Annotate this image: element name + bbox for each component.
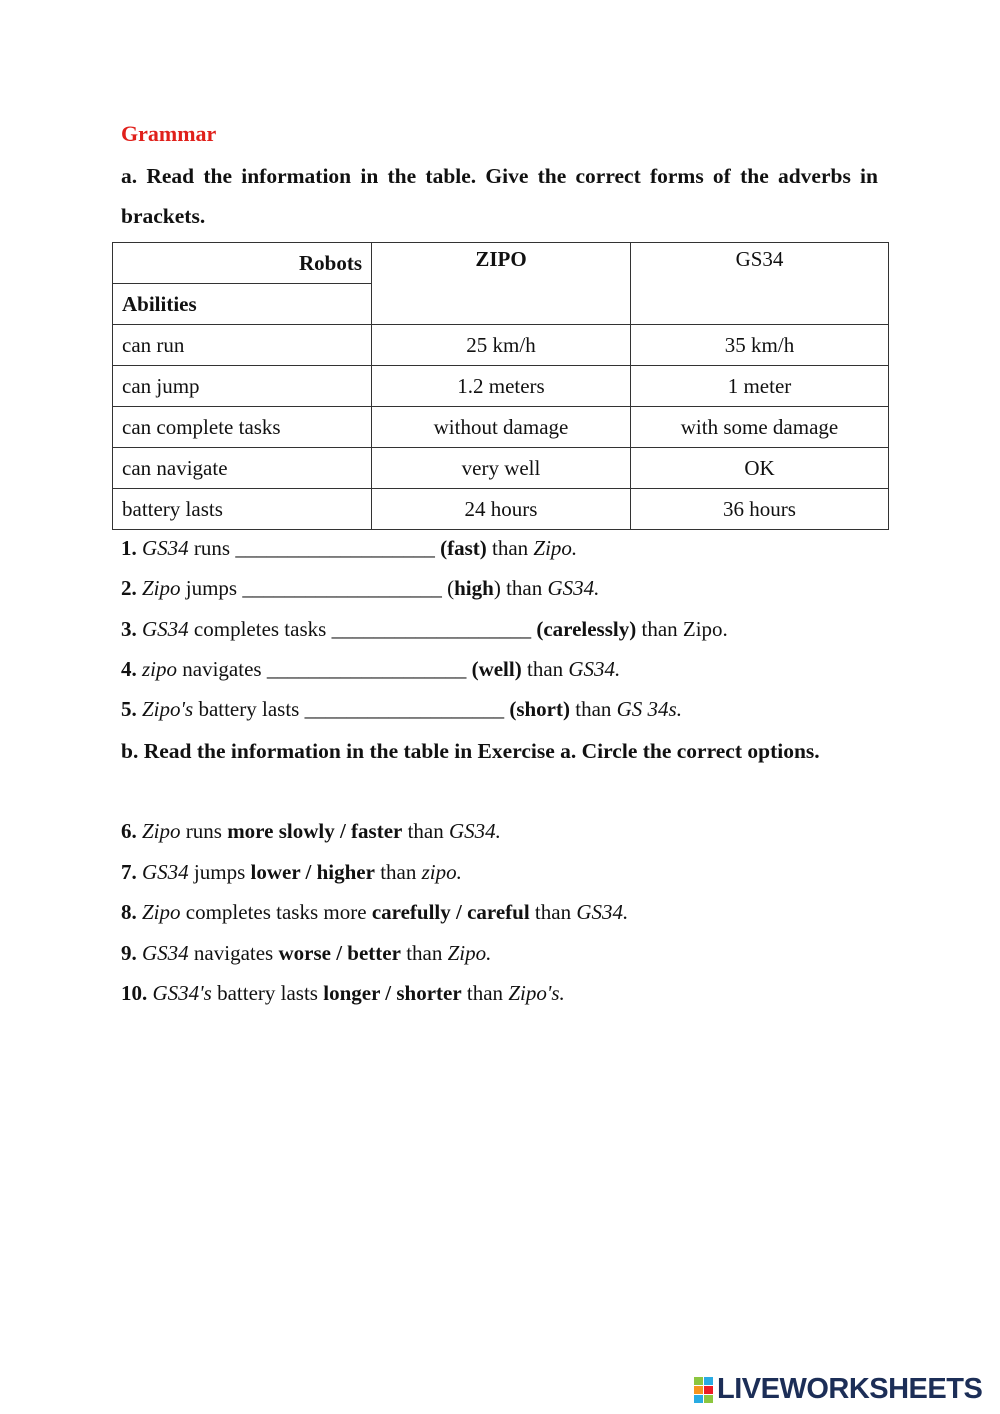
question-subject: Zipo's: [142, 697, 194, 721]
question-object: GS34.: [576, 900, 629, 924]
ability-cell: battery lasts: [113, 489, 372, 530]
question-number: 1.: [121, 536, 137, 560]
liveworksheets-logo-text: LIVEWORKSHEETS: [717, 1372, 983, 1405]
liveworksheets-logo-icon: [694, 1376, 714, 1402]
question-subject: Zipo: [142, 819, 181, 843]
zipo-cell: 1.2 meters: [372, 366, 631, 407]
question-number: 10.: [121, 981, 148, 1005]
gs34-cell: 35 km/h: [631, 325, 889, 366]
question-object: GS34.: [547, 576, 600, 600]
zipo-cell: 25 km/h: [372, 325, 631, 366]
question-than: than: [500, 576, 548, 600]
question-subject: zipo: [142, 657, 178, 681]
table-row: [113, 489, 889, 530]
question-hint: (short): [509, 697, 570, 721]
question-number: 6.: [121, 819, 137, 843]
zipo-cell: without damage: [372, 407, 631, 448]
question-10: [121, 973, 565, 1013]
gs34-cell: 36 hours: [631, 489, 889, 530]
question-than: than: [374, 860, 422, 884]
hint-close: ): [493, 576, 501, 600]
question-hint: carelessly: [543, 617, 630, 641]
question-verb: battery lasts: [193, 697, 305, 721]
question-tail: than Zipo.: [636, 617, 728, 641]
question-object: zipo.: [421, 860, 462, 884]
question-object: Zipo.: [447, 941, 492, 965]
question-verb: navigates: [188, 941, 279, 965]
hint-open: (: [536, 617, 544, 641]
answer-options[interactable]: worse / better: [278, 941, 401, 965]
gs34-cell: with some damage: [631, 407, 889, 448]
header-abilities: Abilities: [113, 284, 372, 325]
question-subject: GS34: [142, 617, 189, 641]
question-8: [121, 892, 628, 932]
question-verb: jumps: [188, 860, 251, 884]
table-header-row: [113, 243, 889, 284]
header-gs34: GS34: [631, 243, 889, 325]
answer-blank[interactable]: ___________________: [235, 536, 435, 560]
question-number: 2.: [121, 576, 137, 600]
zipo-cell: 24 hours: [372, 489, 631, 530]
header-robots: Robots: [113, 243, 372, 284]
question-number: 8.: [121, 900, 137, 924]
question-subject: GS34: [142, 941, 189, 965]
robot-abilities-table: [112, 242, 889, 530]
ability-cell: can jump: [113, 366, 372, 407]
answer-blank[interactable]: ___________________: [266, 657, 467, 681]
table-row: [113, 325, 889, 366]
question-number: 3.: [121, 617, 137, 641]
question-than: than: [402, 819, 449, 843]
question-than: than: [400, 941, 448, 965]
liveworksheets-logo: [694, 1372, 982, 1406]
question-number: 5.: [121, 697, 137, 721]
ability-cell: can complete tasks: [113, 407, 372, 448]
question-than: than: [569, 697, 617, 721]
question-subject: GS34: [142, 860, 189, 884]
hint-open: (: [447, 576, 455, 600]
instruction-b: b. Read the information in the table in Exercise a. Circle the correct options.: [121, 739, 820, 763]
question-1: [121, 528, 577, 568]
table-row: [113, 366, 889, 407]
header-zipo: ZIPO: [372, 243, 631, 325]
question-2: [121, 568, 599, 608]
question-object: GS34.: [449, 819, 501, 843]
gs34-cell: OK: [631, 448, 889, 489]
question-than: than: [529, 900, 577, 924]
question-than: than: [521, 657, 569, 681]
question-object: Zipo's.: [508, 981, 565, 1005]
zipo-cell: very well: [372, 448, 631, 489]
gs34-cell: 1 meter: [631, 366, 889, 407]
table-row: [113, 448, 889, 489]
answer-options[interactable]: lower / higher: [250, 860, 375, 884]
question-6: [121, 811, 501, 851]
question-verb: navigates: [177, 657, 267, 681]
section-heading: Grammar: [121, 121, 217, 146]
question-than: than: [486, 536, 534, 560]
question-hint: (well): [471, 657, 522, 681]
question-subject: GS34: [142, 536, 189, 560]
question-hint: high: [454, 576, 494, 600]
question-4: [121, 649, 620, 689]
answer-blank[interactable]: ___________________: [242, 576, 442, 600]
instruction-a: a. Read the information in the table. Give the correct forms of the adverbs in brackets.: [121, 164, 878, 228]
question-number: 9.: [121, 941, 137, 965]
question-verb: runs: [180, 819, 228, 843]
question-3: [121, 609, 728, 649]
ability-cell: can navigate: [113, 448, 372, 489]
question-number: 7.: [121, 860, 137, 884]
question-verb: battery lasts: [211, 981, 324, 1005]
question-subject: GS34's: [152, 981, 212, 1005]
question-hint: (fast): [440, 536, 487, 560]
question-subject: Zipo: [142, 900, 181, 924]
question-object: Zipo.: [533, 536, 578, 560]
question-verb: runs: [188, 536, 236, 560]
hint-close: ): [629, 617, 637, 641]
question-number: 4.: [121, 657, 137, 681]
question-7: [121, 852, 462, 892]
answer-options[interactable]: longer / shorter: [323, 981, 462, 1005]
table-row: [113, 407, 889, 448]
question-verb: completes tasks more: [180, 900, 372, 924]
answer-options[interactable]: more slowly / faster: [227, 819, 403, 843]
question-5: [121, 689, 682, 729]
question-9: [121, 933, 491, 973]
question-than: than: [461, 981, 509, 1005]
question-object: GS34.: [568, 657, 621, 681]
answer-blank[interactable]: ___________________: [304, 697, 505, 721]
question-verb: completes tasks: [188, 617, 332, 641]
question-object: GS 34s.: [616, 697, 682, 721]
question-verb: jumps: [180, 576, 243, 600]
answer-blank[interactable]: ___________________: [331, 617, 532, 641]
answer-options[interactable]: carefully / careful: [371, 900, 530, 924]
question-subject: Zipo: [142, 576, 181, 600]
ability-cell: can run: [113, 325, 372, 366]
